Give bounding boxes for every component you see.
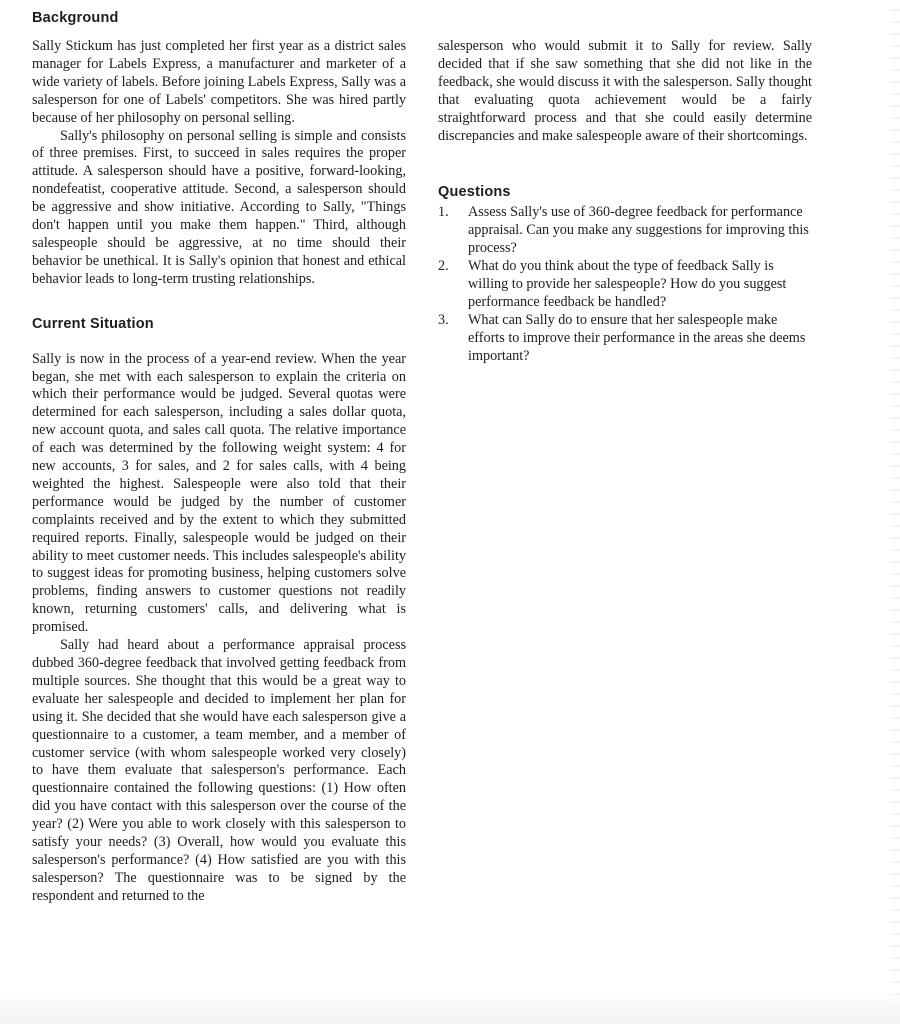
question-text: What can Sally do to ensure that her salespeople make efforts to improve their performance in the areas she deems important? (468, 311, 806, 364)
question-number: 3. (438, 311, 449, 328)
question-item-3 (438, 312, 812, 366)
question-number: 2. (438, 258, 449, 275)
question-number: 1. (438, 204, 449, 221)
current-situation-paragraph-2-start (32, 637, 406, 906)
background-paragraph-1: Sally Stickum has just completed her first year as a district sales manager for Labels Express, a manufacturer and marketer of a wide variety of labels. Before joining Labels Express, Sally was a salesperson for one of Labels' competitors. She was hired partly because of her philosophy on personal selling. (32, 38, 406, 126)
bottom-page-shade (0, 990, 900, 1024)
scan-edge-artifact (890, 0, 900, 1024)
question-item-2 (438, 258, 812, 312)
questions-list (438, 204, 812, 365)
right-column (438, 38, 812, 366)
background-paragraph-2: Sally's philosophy on personal selling is simple and consists of three premises. First, to succeed in sales requires the proper attitude. A salesperson should have a positive, forward-looking, nondefeatist, cooperative attitude. Second, a salesperson should be aggressive and show initiative. According to Sally, "Things don't happen until you make them happen." Third, although salespeople should be aggressive, at no time should their behavior be unethical. It is Sally's opinion that honest and ethical behavior leads to long-term trusting relationships. (32, 127, 406, 287)
current-situation-heading: Current Situation (32, 315, 154, 332)
current-situation-paragraph-2-left: Sally had heard about a performance appraisal process dubbed 360-degree feedback that involved getting feedback from multiple sources. She thought that this would be a great way to evaluate her salespeople and decided to implement her plan for using it. She decided that she would have each salesperson give a questionnaire to a customer, a team member, and a member of customer service (with whom salespeople worked very closely) to have them evaluate that salesperson's performance. Each questionnaire contained the following questions: (1) How often did you have contact with this salesperson over the course of the year? (2) Were you able to work closely with this salesperson to satisfy your needs? (3) Overall, how would you evaluate this salesperson's performance? (4) How satisfied are you with this salesperson? The questionnaire was to be signed by the respondent and returned to the (32, 637, 406, 904)
current-situation-paragraph-2-continued: salesperson who would submit it to Sally for review. Sally decided that if she saw something that she did not like in the feedback, she would discuss it with the salesperson. Sally thought that evaluating quota achievement would be a fairly straightforward process and that she could easily determine discrepancies and make salespeople aware of their shortcomings. (438, 38, 812, 144)
questions-heading: Questions (438, 184, 511, 201)
question-text: What do you think about the type of feedback Sally is willing to provide her salespeople? How do you suggest performance feedback be handled? (468, 258, 787, 310)
current-situation-paragraph-1: Sally is now in the process of a year-end review. When the year began, she met with each salesperson to explain the criteria on which their performance would be judged. Several quotas were determined for each salesperson, including a sales dollar quota, new account quota, and sales call quota. The relative importance of each was determined by the following weight system: 4 for new accounts, 3 for sales, and 2 for sales calls, with 4 being weighted the highest. Salespeople were also told that their performance would be judged by the number of customer complaints received and by the extent to which they submitted required reports. Finally, salespeople would be judged on their ability to meet customer needs. This includes salespeople's ability to suggest ideas for promoting business, helping customers solve problems, finding answers to customer questions not readily known, returning customers' calls, and delivering what is promised. (32, 350, 406, 636)
question-text: Assess Sally's use of 360-degree feedback for performance appraisal. Can you make any suggestions for improving this process? (468, 204, 809, 257)
left-column (32, 38, 406, 906)
background-heading: Background (32, 10, 119, 26)
question-item-1 (438, 204, 812, 258)
